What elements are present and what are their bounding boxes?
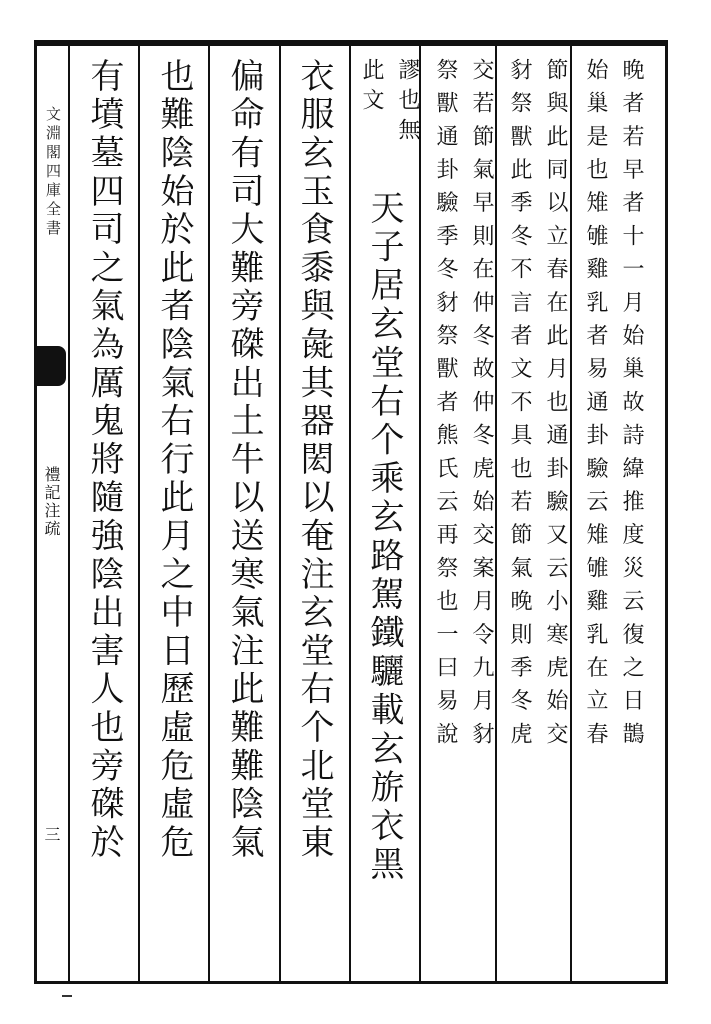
text-column-7-main: 天子居玄堂右个乘玄路駕鐵驪載玄旂衣黑 xyxy=(364,190,404,885)
text-column-4: 豺祭獸此季冬不言者文不具也若節氣晚則季冬虎 xyxy=(507,58,532,756)
text-column-6: 祭獸通卦驗季冬豺祭獸者熊氏云再祭也一曰易說 xyxy=(433,58,458,756)
column-rule xyxy=(495,46,497,981)
annotation-tail-right: 謬也無 xyxy=(395,58,420,148)
fishtail-mark xyxy=(36,346,66,386)
text-column-1: 晚者若早者十一月始巢故詩緯推度災云復之日鵲 xyxy=(619,58,644,756)
text-column-9: 偏命有司大難旁磔出土牛以送寒氣注此難難陰氣 xyxy=(224,58,264,863)
page-edge-margin xyxy=(0,46,66,981)
text-column-8: 衣服玄玉食黍與彘其器閎以奄注玄堂右个北堂東 xyxy=(294,58,334,863)
column-rule xyxy=(570,46,572,981)
column-rule xyxy=(138,46,140,981)
bottom-mark xyxy=(62,995,72,997)
page-frame xyxy=(34,40,668,984)
text-column-5: 交若節氣早則在仲冬故仲冬虎始交案月令九月豺 xyxy=(469,58,494,756)
edge-collection-title: 文淵閣四庫全書 xyxy=(44,106,62,239)
column-rule xyxy=(419,46,421,981)
column-rule xyxy=(208,46,210,981)
text-column-10: 也難陰始於此者陰氣右行此月之中日歷虛危虛危 xyxy=(154,58,194,863)
column-rule xyxy=(349,46,351,981)
edge-book-title: 禮記注疏 xyxy=(42,466,61,538)
text-column-3: 節與此同以立春在此月也通卦驗又云小寒虎始交 xyxy=(543,58,568,756)
annotation-tail-left: 此文 xyxy=(359,58,384,118)
text-column-11: 有墳墓四司之氣為厲鬼將隨強陰出害人也旁磔於 xyxy=(84,58,124,863)
edge-page-number: 三 xyxy=(42,826,61,842)
column-rule xyxy=(279,46,281,981)
column-rule xyxy=(68,46,70,981)
text-column-2: 始巢是也雉雊雞乳者易通卦驗云雉雊雞乳在立春 xyxy=(583,58,608,756)
